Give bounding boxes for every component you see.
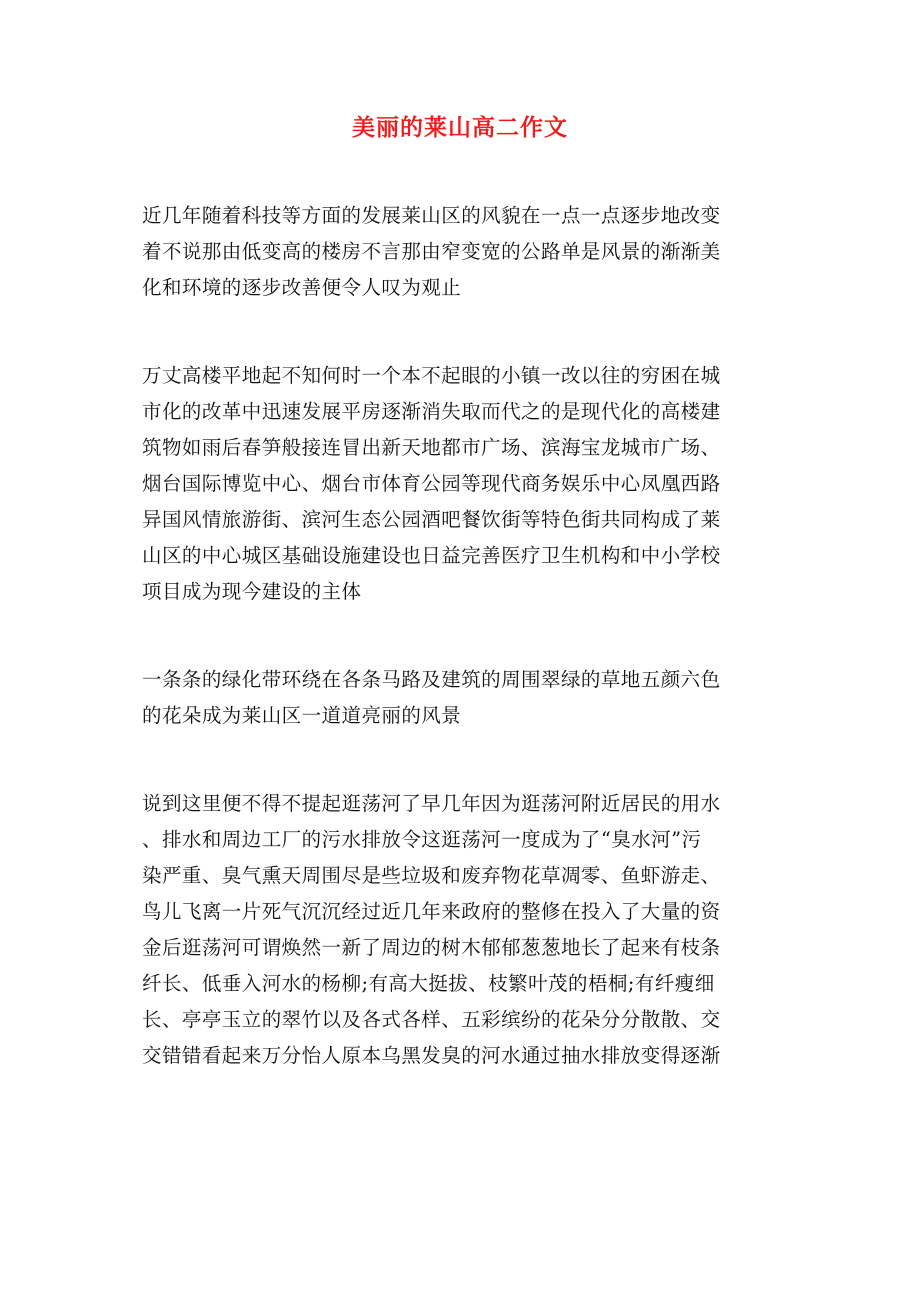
- paragraph-line: 市化的改革中迅速发展平房逐渐消失取而代之的是现代化的高楼建: [142, 400, 721, 423]
- paragraph-line: 山区的中心城区基础设施建设也日益完善医疗卫生机构和中小学校: [142, 544, 721, 567]
- paragraph-line: 筑物如雨后春笋般接连冒出新天地都市广场、滨海宝龙城市广场、: [142, 436, 721, 459]
- paragraph-line: 异国风情旅游街、滨河生态公园酒吧餐饮街等特色街共同构成了莱: [142, 508, 721, 531]
- paragraph: [142, 786, 774, 1074]
- paragraph: [142, 358, 774, 610]
- paragraph: [142, 662, 774, 734]
- paragraph-line: 一条条的绿化带环绕在各条马路及建筑的周围翠绿的草地五颜六色: [142, 668, 721, 691]
- paragraph-line: 近几年随着科技等方面的发展莱山区的风貌在一点一点逐步地改变: [142, 204, 721, 227]
- paragraph-line: 说到这里便不得不提起逛荡河了早几年因为逛荡河附近居民的用水: [142, 792, 721, 815]
- paragraph-line: 、排水和周边工厂的污水排放令这逛荡河一度成为了“臭水河”污: [142, 828, 702, 851]
- paragraph-line: 长、亭亭玉立的翠竹以及各式各样、五彩缤纷的花朵分分散散、交: [142, 1008, 721, 1031]
- paragraph-line: 鸟儿飞离一片死气沉沉经过近几年来政府的整修在投入了大量的资: [142, 900, 721, 923]
- paragraph-line: 烟台国际博览中心、烟台市体育公园等现代商务娱乐中心凤凰西路: [142, 472, 721, 495]
- paragraph-line: 万丈高楼平地起不知何时一个本不起眼的小镇一改以往的穷困在城: [142, 364, 721, 387]
- paragraph-line: 着不说那由低变高的楼房不言那由窄变宽的公路单是风景的渐渐美: [142, 240, 721, 263]
- paragraph-line: 项目成为现今建设的主体: [142, 580, 362, 603]
- paragraph-line: 金后逛荡河可谓焕然一新了周边的树木郁郁葱葱地长了起来有枝条: [142, 936, 721, 959]
- paragraph-line: 的花朵成为莱山区一道道亮丽的风景: [142, 704, 462, 727]
- paragraph: [142, 198, 774, 306]
- paragraph-line: 交错错看起来万分怡人原本乌黑发臭的河水通过抽水排放变得逐渐: [142, 1044, 721, 1067]
- document-body: [142, 198, 774, 1126]
- paragraph-line: 化和环境的逐步改善便令人叹为观止: [142, 276, 462, 299]
- paragraph-line: 染严重、臭气熏天周围尽是些垃圾和废弃物花草凋零、鱼虾游走、: [142, 864, 721, 887]
- document-title: 美丽的莱山高二作文: [352, 114, 568, 141]
- paragraph-line: 纤长、低垂入河水的杨柳;有高大挺拔、枝繁叶茂的梧桐;有纤瘦细: [142, 972, 715, 995]
